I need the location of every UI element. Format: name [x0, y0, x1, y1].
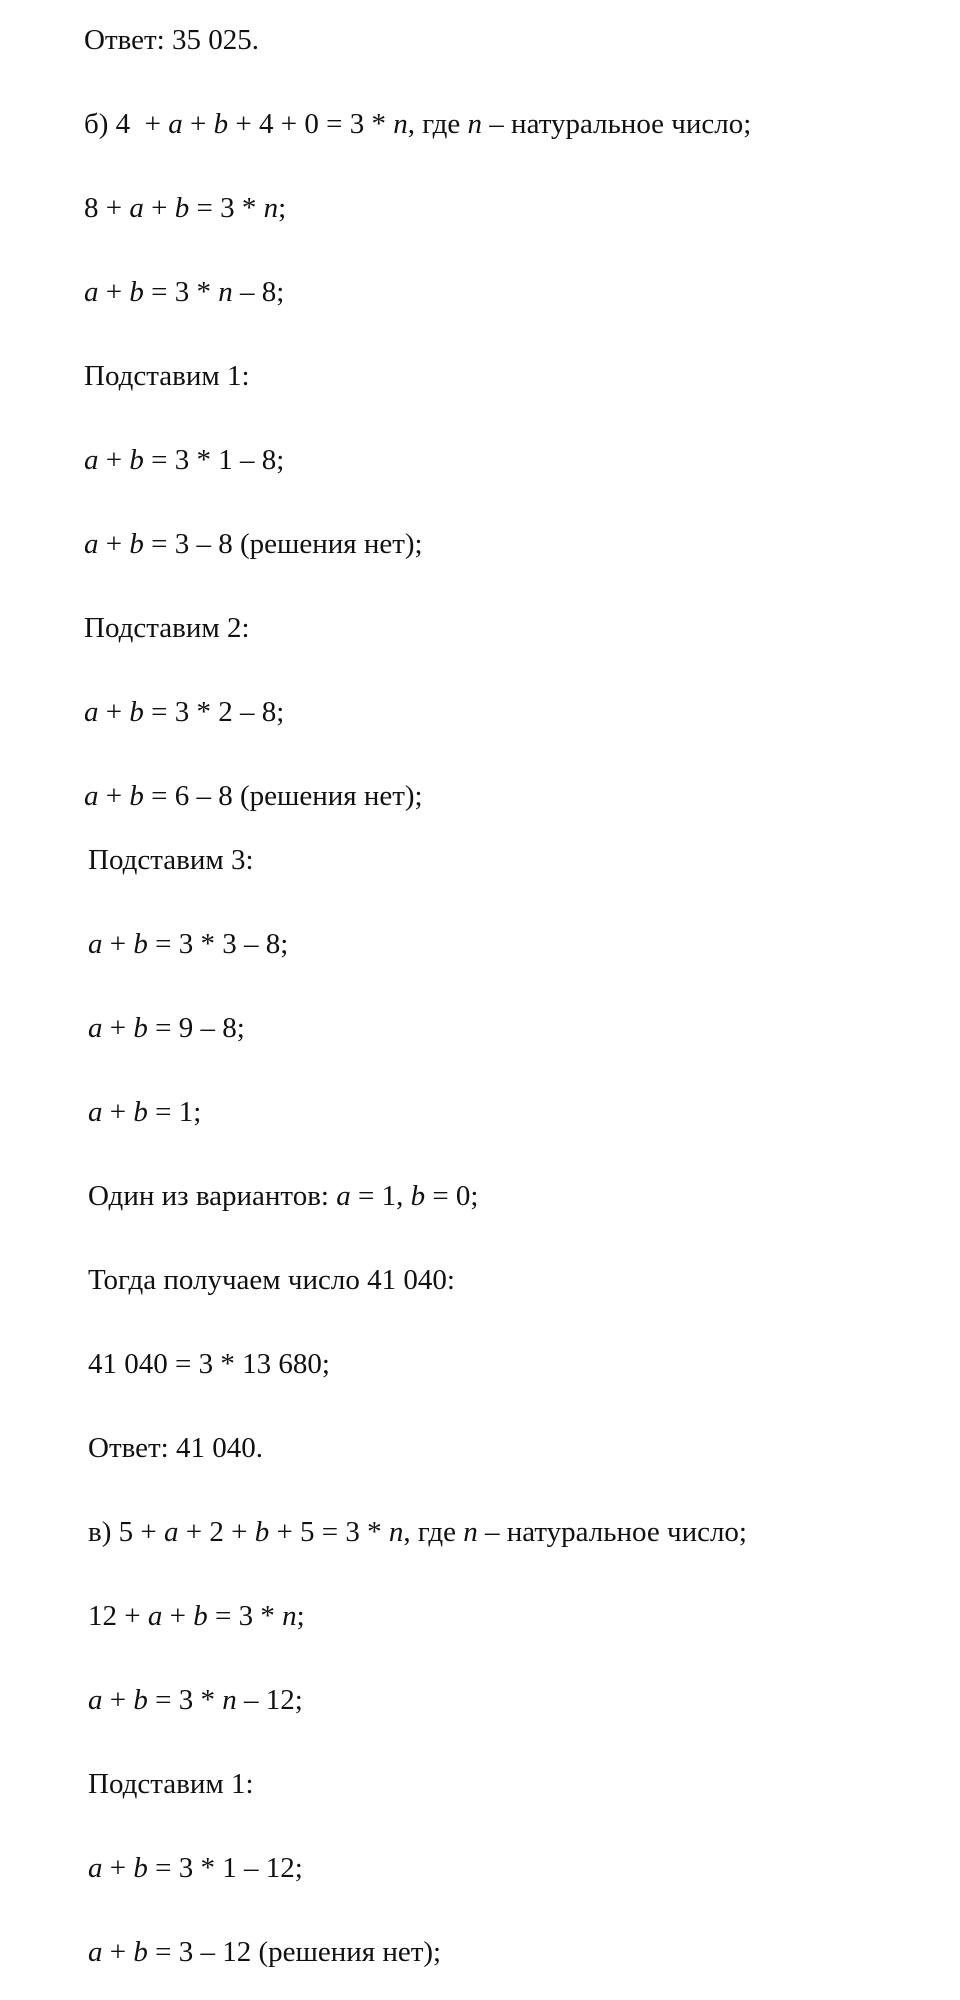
text-segment: Подставим 2:: [84, 612, 250, 644]
text-line: [88, 842, 254, 878]
variable: a: [84, 780, 99, 812]
text-segment: + 2 +: [178, 1516, 255, 1548]
variable: n: [218, 276, 233, 308]
variable: a: [84, 528, 99, 560]
text-segment: +: [102, 1684, 134, 1716]
text-segment: Подставим 1:: [84, 360, 250, 392]
variable: b: [193, 1600, 208, 1632]
variable: b: [133, 928, 148, 960]
variable: a: [88, 928, 103, 960]
text-segment: +: [98, 276, 130, 308]
text-line: [84, 694, 284, 730]
text-segment: + 4 + 0 = 3 *: [228, 108, 394, 140]
text-segment: = 3 *: [143, 276, 219, 308]
text-segment: = 1;: [147, 1096, 202, 1128]
text-segment: = 3 * 3 – 8;: [147, 928, 289, 960]
text-segment: Один из вариантов:: [88, 1180, 337, 1212]
variable: b: [129, 696, 144, 728]
variable: b: [133, 1936, 148, 1968]
variable: b: [410, 1180, 426, 1212]
text-segment: +: [143, 192, 175, 224]
text-line: [84, 778, 423, 814]
variable: b: [254, 1516, 270, 1548]
text-line: [84, 610, 250, 646]
variable: n: [467, 108, 483, 140]
text-segment: +: [98, 444, 130, 476]
variable: a: [84, 696, 99, 728]
text-segment: = 1,: [350, 1180, 411, 1212]
variable: a: [336, 1180, 351, 1212]
text-segment: +: [102, 928, 134, 960]
text-segment: +: [182, 108, 214, 140]
text-line: [84, 274, 284, 310]
variable: a: [129, 192, 144, 224]
variable: b: [133, 1852, 148, 1884]
text-line: [84, 442, 284, 478]
text-segment: = 3 *: [189, 192, 264, 224]
text-line: [88, 1010, 245, 1046]
text-segment: +: [98, 528, 130, 560]
text-segment: = 3 *: [147, 1684, 223, 1716]
text-segment: +: [162, 1600, 194, 1632]
text-line: [88, 1514, 747, 1550]
variable: a: [84, 276, 99, 308]
variable: n: [282, 1600, 297, 1632]
variable: a: [84, 444, 99, 476]
text-line: [84, 358, 250, 394]
text-segment: +: [102, 1096, 134, 1128]
variable: n: [263, 192, 279, 224]
variable: b: [133, 1012, 148, 1044]
text-segment: +: [98, 780, 130, 812]
text-segment: – 12;: [236, 1684, 303, 1716]
text-segment: Подставим 3:: [88, 844, 254, 876]
text-segment: = 3 * 1 – 8;: [143, 444, 285, 476]
text-line: [88, 1934, 441, 1970]
text-segment: +: [98, 696, 130, 728]
variable: n: [393, 108, 408, 140]
variable: a: [88, 1936, 103, 1968]
text-segment: 41 040 = 3 * 13 680;: [88, 1348, 330, 1380]
text-line: [88, 1766, 254, 1802]
variable: a: [163, 1516, 179, 1548]
variable: a: [147, 1600, 163, 1632]
variable: a: [88, 1684, 103, 1716]
variable: n: [222, 1684, 237, 1716]
variable: n: [463, 1516, 478, 1548]
text-line: [88, 1346, 330, 1382]
variable: b: [133, 1684, 148, 1716]
text-segment: = 6 – 8 (решения нет);: [143, 780, 423, 812]
text-segment: + 5 = 3 *: [269, 1516, 389, 1548]
text-segment: +: [102, 1852, 134, 1884]
text-line: [88, 926, 288, 962]
variable: a: [88, 1852, 103, 1884]
text-segment: б) 4 +: [84, 108, 169, 140]
text-segment: = 3 *: [207, 1600, 283, 1632]
text-line: [88, 1094, 201, 1130]
text-segment: в) 5 +: [88, 1516, 164, 1548]
variable: b: [133, 1096, 148, 1128]
variable: n: [388, 1516, 404, 1548]
variable: b: [129, 780, 144, 812]
text-line: [88, 1598, 305, 1634]
text-segment: – натуральное число;: [477, 1516, 747, 1548]
text-segment: ;: [278, 192, 287, 224]
variable: b: [129, 276, 144, 308]
text-line: [88, 1262, 455, 1298]
text-segment: Ответ: 41 040.: [88, 1432, 263, 1464]
text-segment: Тогда получаем число 41 040:: [88, 1264, 455, 1296]
text-segment: +: [102, 1012, 134, 1044]
text-segment: = 3 * 2 – 8;: [143, 696, 285, 728]
text-segment: 12 +: [88, 1600, 148, 1632]
text-segment: +: [102, 1936, 134, 1968]
text-segment: , где: [403, 1516, 464, 1548]
variable: b: [129, 444, 144, 476]
text-segment: = 9 – 8;: [147, 1012, 245, 1044]
variable: a: [88, 1096, 103, 1128]
variable: a: [168, 108, 183, 140]
text-segment: ;: [296, 1600, 305, 1632]
text-line: [88, 1178, 479, 1214]
text-segment: = 3 – 8 (решения нет);: [143, 528, 423, 560]
text-line: [84, 190, 286, 226]
variable: b: [174, 192, 190, 224]
text-segment: = 0;: [425, 1180, 479, 1212]
text-line: [88, 1682, 303, 1718]
variable: b: [213, 108, 229, 140]
text-line: [88, 1430, 263, 1466]
text-line: [84, 22, 259, 58]
text-segment: Ответ: 35 025.: [84, 24, 259, 56]
text-segment: Подставим 1:: [88, 1768, 254, 1800]
text-line: [88, 1850, 303, 1886]
variable: a: [88, 1012, 103, 1044]
text-segment: , где: [407, 108, 468, 140]
text-segment: = 3 * 1 – 12;: [147, 1852, 303, 1884]
text-line: [84, 106, 751, 142]
variable: b: [129, 528, 144, 560]
text-segment: = 3 – 12 (решения нет);: [147, 1936, 442, 1968]
text-line: [84, 526, 423, 562]
text-segment: – натуральное число;: [482, 108, 752, 140]
text-segment: 8 +: [84, 192, 130, 224]
text-segment: – 8;: [232, 276, 285, 308]
